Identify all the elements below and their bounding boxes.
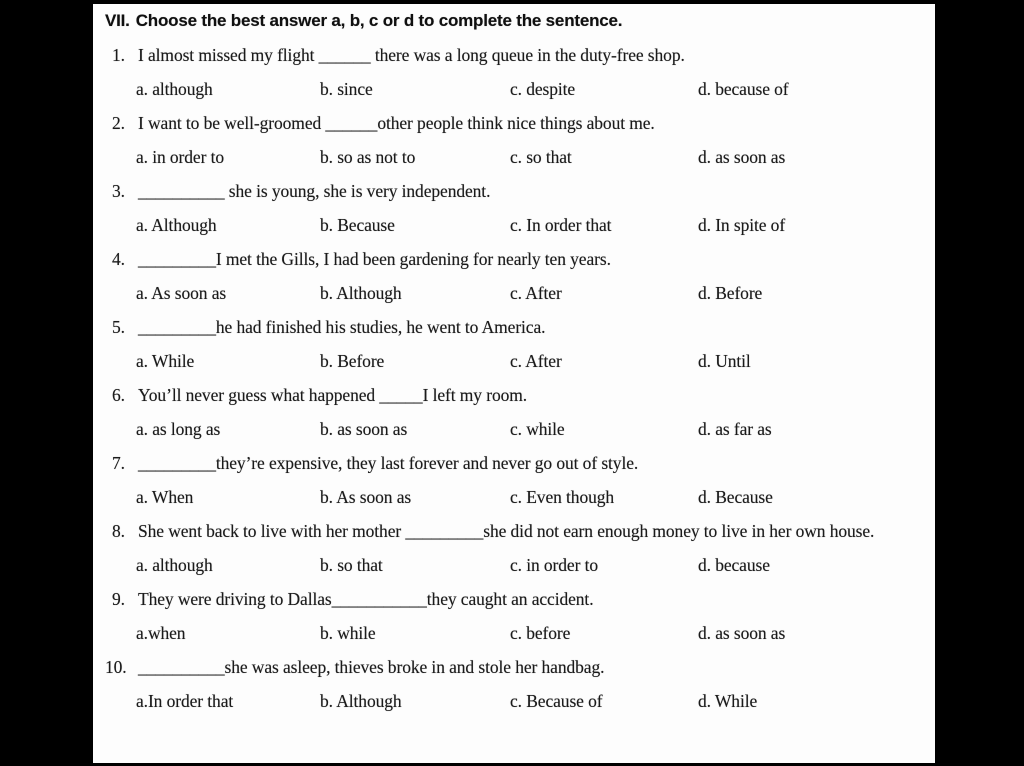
option-b: b. so that (320, 555, 383, 575)
question-line (93, 310, 935, 344)
option-a: a.In order that (136, 691, 234, 711)
question-number: 6. (112, 385, 125, 405)
question-text: I want to be well-groomed ______other people think nice things about me. (138, 113, 655, 133)
options-line (93, 208, 935, 242)
option-d: d. In spite of (698, 215, 786, 235)
question-10 (93, 650, 935, 718)
option-c: c. despite (510, 79, 576, 99)
question-text: _________he had finished his studies, he went to America. (138, 317, 546, 337)
option-d: d. because of (698, 79, 789, 99)
question-number: 4. (112, 249, 125, 269)
options-line (93, 684, 935, 718)
section-numeral: VII. (105, 11, 130, 30)
option-a: a. While (136, 351, 195, 371)
question-text: __________she was asleep, thieves broke in and stole her handbag. (138, 657, 605, 677)
option-d: d. as soon as (698, 623, 786, 643)
question-text: _________they’re expensive, they last forever and never go out of style. (138, 453, 639, 473)
option-a: a.when (136, 623, 186, 643)
question-line (93, 174, 935, 208)
option-c: c. Because of (510, 691, 603, 711)
question-number: 1. (112, 45, 125, 65)
option-c: c. After (510, 351, 562, 371)
option-b: b. As soon as (320, 487, 412, 507)
option-b: b. Before (320, 351, 385, 371)
question-9 (93, 582, 935, 650)
question-number: 10. (105, 657, 127, 677)
option-a: a. Although (136, 215, 217, 235)
option-d: d. Before (698, 283, 763, 303)
option-d: d. Because (698, 487, 773, 507)
question-text: She went back to live with her mother _________she did not earn enough money to live in her own house. (138, 521, 875, 541)
question-line (93, 38, 935, 72)
question-line (93, 582, 935, 616)
option-b: b. while (320, 623, 376, 643)
options-line (93, 548, 935, 582)
question-6 (93, 378, 935, 446)
option-d: d. as soon as (698, 147, 786, 167)
question-text: __________ she is young, she is very independent. (138, 181, 491, 201)
question-8 (93, 514, 935, 582)
worksheet-page (93, 4, 935, 763)
question-5 (93, 310, 935, 378)
options-line (93, 72, 935, 106)
question-text: _________I met the Gills, I had been gardening for nearly ten years. (138, 249, 611, 269)
option-b: b. Although (320, 283, 402, 303)
option-c: c. while (510, 419, 565, 439)
options-line (93, 616, 935, 650)
question-number: 9. (112, 589, 125, 609)
question-number: 2. (112, 113, 125, 133)
option-a: a. As soon as (136, 283, 227, 303)
option-a: a. although (136, 79, 213, 99)
option-a: a. although (136, 555, 213, 575)
question-line (93, 650, 935, 684)
option-d: d. Until (698, 351, 751, 371)
option-b: b. since (320, 79, 373, 99)
question-7 (93, 446, 935, 514)
section-title: Choose the best answer a, b, c or d to complete the sentence. (135, 11, 623, 30)
option-c: c. After (510, 283, 562, 303)
option-b: b. so as not to (320, 147, 416, 167)
option-c: c. Even though (510, 487, 615, 507)
question-line (93, 446, 935, 480)
question-text: You’ll never guess what happened _____I left my room. (138, 385, 528, 405)
section-heading (93, 4, 935, 38)
option-a: a. When (136, 487, 194, 507)
question-3 (93, 174, 935, 242)
options-line (93, 276, 935, 310)
option-b: b. Although (320, 691, 402, 711)
question-line (93, 378, 935, 412)
question-number: 8. (112, 521, 125, 541)
option-c: c. In order that (510, 215, 612, 235)
options-line (93, 344, 935, 378)
question-line (93, 242, 935, 276)
option-b: b. as soon as (320, 419, 408, 439)
question-4 (93, 242, 935, 310)
question-number: 7. (112, 453, 125, 473)
option-a: a. in order to (136, 147, 225, 167)
question-number: 5. (112, 317, 125, 337)
option-d: d. because (698, 555, 770, 575)
question-line (93, 106, 935, 140)
question-number: 3. (112, 181, 125, 201)
option-d: d. as far as (698, 419, 772, 439)
options-line (93, 480, 935, 514)
option-a: a. as long as (136, 419, 221, 439)
option-b: b. Because (320, 215, 395, 235)
option-c: c. before (510, 623, 571, 643)
option-c: c. in order to (510, 555, 599, 575)
question-2 (93, 106, 935, 174)
options-line (93, 140, 935, 174)
question-text: They were driving to Dallas___________they caught an accident. (138, 589, 594, 609)
option-c: c. so that (510, 147, 572, 167)
question-text: I almost missed my flight ______ there was a long queue in the duty-free shop. (138, 45, 685, 65)
option-d: d. While (698, 691, 758, 711)
question-1 (93, 38, 935, 106)
question-line (93, 514, 935, 548)
options-line (93, 412, 935, 446)
